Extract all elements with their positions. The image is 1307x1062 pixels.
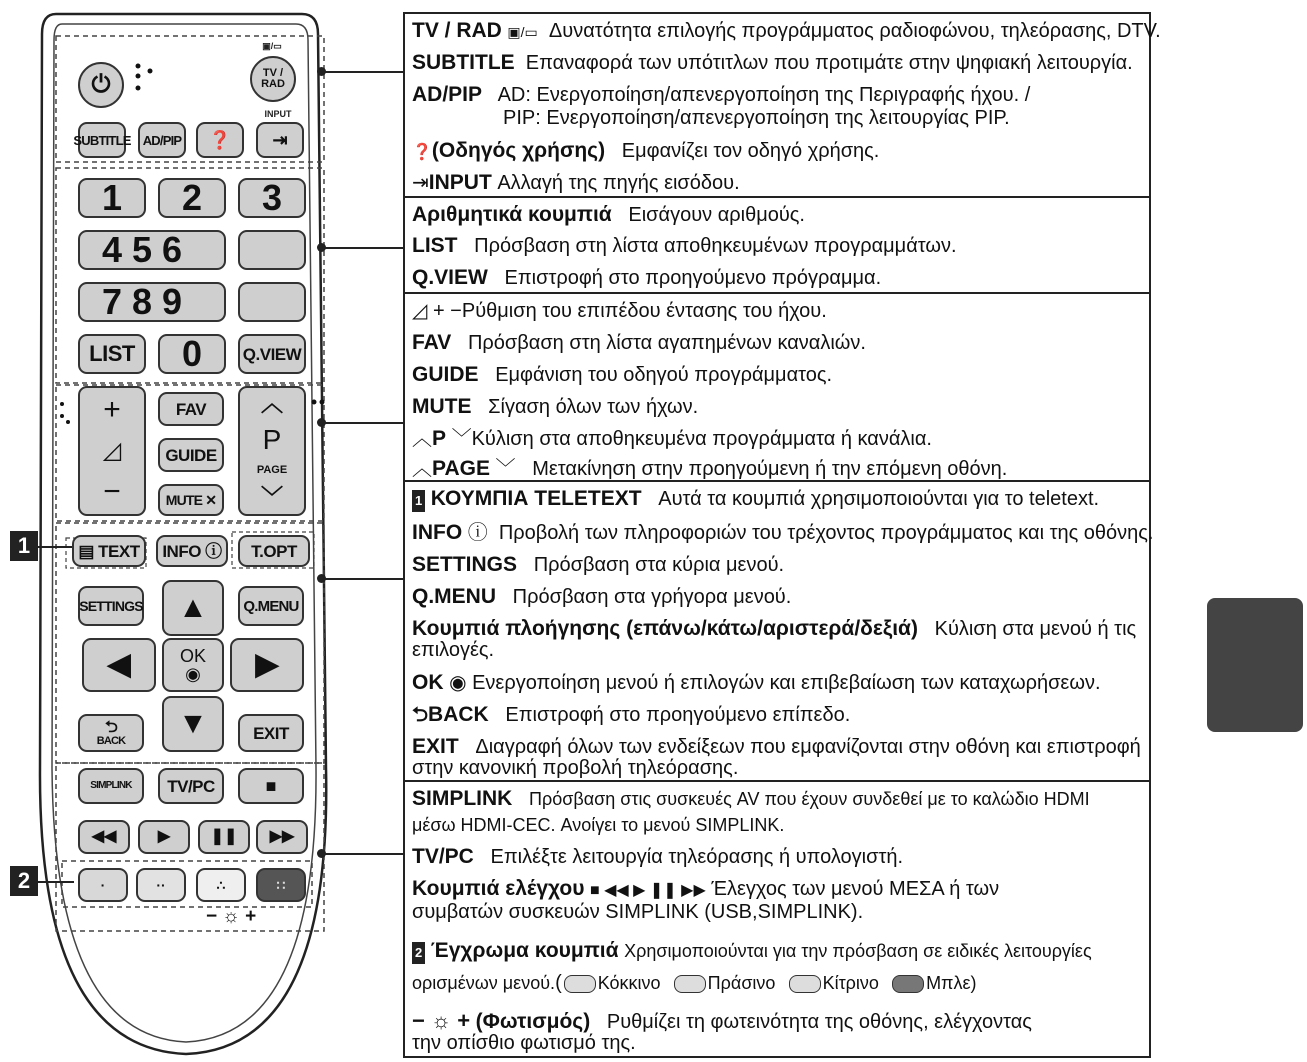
yellow-button[interactable]: ∴ xyxy=(196,868,246,902)
desc-color-buttons-cont: ορισμένων μενού. xyxy=(412,973,556,993)
num-3-button[interactable]: 3 xyxy=(238,178,306,218)
desc-tvpc: Επιλέξτε λειτουργία τηλεόρασης ή υπολογιστή. xyxy=(490,846,904,868)
arrow-down-icon: ▼ xyxy=(178,707,208,740)
pause-icon: ❚❚ xyxy=(210,828,238,845)
language-tab xyxy=(1182,598,1303,752)
key-page: PAGE xyxy=(432,457,490,480)
chevron-up-icon: ︿ xyxy=(412,428,432,450)
input-icon: ⇥ xyxy=(412,172,429,194)
key-simplink: SIMPLINK xyxy=(412,787,513,810)
desc-p: Κύλιση στα αποθηκευμένα προγράμματα ή κανάλια. xyxy=(471,428,932,450)
topt-button[interactable]: T.OPT xyxy=(238,535,310,567)
chevron-down-icon: ﹀ xyxy=(451,428,472,450)
nav-down-button[interactable] xyxy=(162,696,224,752)
key-ok: OK xyxy=(412,671,444,694)
num-0-button[interactable]: 0 xyxy=(158,334,226,374)
desc-subtitle: Επαναφορά των υπότιτλων που προτιμάτε στην ψηφιακή λειτουργία. xyxy=(525,52,1133,74)
key-mute: MUTE xyxy=(412,395,472,418)
key-control-buttons: Κουμπιά ελέγχου xyxy=(412,877,585,900)
info-icon: ⓘ xyxy=(462,522,488,544)
marker-2-icon: 2 xyxy=(412,942,425,964)
key-navigation: Κουμπιά πλοήγησης (επάνω/κάτω/αριστερά/δεξιά) xyxy=(412,617,918,640)
green-button[interactable]: ·· xyxy=(136,868,186,902)
info-label: INFO xyxy=(162,541,201,561)
tv-rad-button[interactable]: TV / RAD xyxy=(250,56,296,102)
ok-button[interactable] xyxy=(162,638,224,692)
page-label: PAGE xyxy=(256,463,288,476)
stop-button[interactable] xyxy=(238,768,304,804)
num-2-button[interactable]: 2 xyxy=(158,178,226,218)
callout-line-4 xyxy=(322,578,404,580)
info-icon: ⓘ xyxy=(200,541,222,561)
mute-label: MUTE xyxy=(165,492,203,508)
desc-fav: Πρόσβαση στη λίστα αγαπημένων καναλιών. xyxy=(467,332,866,354)
nav-left-button[interactable] xyxy=(82,638,156,692)
color-red-label: Κόκκινο xyxy=(597,973,661,993)
back-arrow-icon: ⮌ xyxy=(412,704,429,726)
red-button[interactable]: · xyxy=(78,868,128,902)
color-green-label: Πράσινο xyxy=(707,973,776,993)
desc-input: Αλλαγή της πηγής εισόδου. xyxy=(497,172,740,194)
rewind-icon: ◀◀ xyxy=(91,828,117,845)
blue-button[interactable]: ∷ xyxy=(256,868,306,902)
settings-button[interactable]: SETTINGS xyxy=(78,586,144,626)
callout-line-1 xyxy=(322,71,404,73)
panel-volume-buttons xyxy=(403,292,1151,482)
pause-button[interactable] xyxy=(198,820,250,854)
callout-line-5 xyxy=(322,853,404,855)
key-subtitle: SUBTITLE xyxy=(412,51,515,74)
key-tv-rad: TV / RAD xyxy=(412,19,502,42)
key-settings: SETTINGS xyxy=(412,553,518,576)
marker-2: 2 xyxy=(10,866,38,896)
desc-ad: AD: Ενεργοποίηση/απενεργοποίηση της Περιγραφής ήχου. / xyxy=(497,84,1031,106)
desc-navigation: Κύλιση στα μενού ή τις xyxy=(934,618,1137,640)
key-user-guide: (Οδηγός χρήσης) xyxy=(431,139,606,162)
key-ad-pip: AD/PIP xyxy=(412,83,483,106)
desc-back: Επιστροφή στο προηγούμενο επίπεδο. xyxy=(505,704,851,726)
desc-qview: Επιστροφή στο προηγούμενο πρόγραμμα. xyxy=(504,267,882,289)
desc-control-buttons: Έλεγχος των μενού ΜΕΣΑ ή των xyxy=(711,878,1000,900)
desc-brightness: Ρυθμίζει τη φωτεινότητα της οθόνης, ελέγχοντας xyxy=(606,1011,1032,1033)
fast-forward-button[interactable] xyxy=(256,820,308,854)
key-brightness: (Φωτισμός) xyxy=(475,1010,591,1033)
marker-2-leader xyxy=(38,881,74,883)
key-teletext: ΚΟΥΜΠΙΑ TELETEXT xyxy=(430,487,642,510)
tv-rad-icon: ▣/▭ xyxy=(507,24,538,40)
user-guide-button[interactable] xyxy=(196,122,244,158)
tvpc-button[interactable]: TV/PC xyxy=(158,768,224,804)
fast-forward-icon: ▶▶ xyxy=(269,828,295,845)
key-list: LIST xyxy=(412,234,458,257)
arrow-up-icon: ▲ xyxy=(178,591,208,624)
callout-line-2 xyxy=(322,247,404,249)
color-blue-label: Μπλε) xyxy=(926,973,977,993)
num-456-button[interactable]: 4 5 6 xyxy=(78,230,226,270)
nav-up-button[interactable] xyxy=(162,580,224,636)
mute-button[interactable] xyxy=(158,484,224,516)
back-arrow-icon: ⮌ xyxy=(104,718,118,736)
desc-tv-rad: Δυνατότητα επιλογής προγράμματος ραδιοφώνου, τηλεόρασης, DTV. xyxy=(548,20,1161,42)
chevron-down-icon: ﹀ xyxy=(260,484,283,510)
num-789-button[interactable]: 7 8 9 xyxy=(78,282,226,322)
desc-settings: Πρόσβαση στα κύρια μενού. xyxy=(533,554,785,576)
panel-navigation-buttons xyxy=(403,480,1154,782)
text-label: TEXT xyxy=(98,541,140,561)
blue-chip-icon xyxy=(892,975,924,993)
panel-playback-buttons: SIMPLINK Πρόσβαση στις συσκευές AV που έχουν συνδεθεί με το καλώδιο HDMI μέσω HDMI-CEC. Ανοίγει το μενού SIMPLINK. TV/PC Επιλέξτε λειτουργία τηλεόρασης ή υπολογιστή. Κουμπιά ελέγχου ■ ◀◀ ▶ ❚❚ ▶▶ Έλεγχος των μενού ΜΕΣΑ ή των συμβατών συσκευών SIMPLINK (USB,SIMPLINK). 2 Έγχρωμα κουμπιά Χρησιμοποιούνται για την πρόσβαση σε ειδικές λειτουργίες ορισμένων μενού.( Κόκκινο Πράσινο Κίτρινο Μπλε) − ☼ + (Φωτισμός) Ρυθμίζει τη φωτεινότητα της οθόνης, ελέγχοντας την οπίσθιο φωτισμό της. xyxy=(403,780,1151,1058)
desc-simplink-cont: μέσω HDMI-CEC. Ανοίγει το μενού SIMPLINK. xyxy=(412,815,785,835)
teletext-icon: ▤ xyxy=(78,541,99,561)
panel-number-buttons xyxy=(403,196,1151,294)
arrow-right-icon: ▶ xyxy=(255,648,279,681)
mute-icon: ✕ xyxy=(202,492,217,508)
ok-icon: ◉ xyxy=(449,672,467,694)
desc-ok: Ενεργοποίηση μενού ή επιλογών και επιβεβαίωση των καταχωρήσεων. xyxy=(472,672,1101,694)
user-guide-icon: ❓ xyxy=(412,144,432,161)
input-button[interactable] xyxy=(256,122,304,158)
volume-down-label: − xyxy=(103,475,121,508)
volume-icon: ◿ xyxy=(102,437,122,464)
text-button[interactable] xyxy=(72,535,146,567)
chevron-up-icon: ︿ xyxy=(412,458,432,480)
key-info: INFO xyxy=(412,521,463,544)
desc-mute: Σίγαση όλων των ήχων. xyxy=(488,396,699,418)
volume-rocker[interactable] xyxy=(78,386,146,516)
input-icon: ⇥ xyxy=(272,130,288,150)
key-input: INPUT xyxy=(428,171,492,194)
qview-button[interactable]: Q.VIEW xyxy=(238,334,306,374)
ok-label: OK xyxy=(179,646,206,666)
desc-qmenu: Πρόσβαση στα γρήγορα μενού. xyxy=(512,586,792,608)
key-qview: Q.VIEW xyxy=(412,266,488,289)
stop-icon: ■ xyxy=(265,776,277,796)
p-label: P xyxy=(262,424,282,456)
desc-exit-cont: στην κανονική προβολή τηλεόρασης. xyxy=(412,757,739,779)
key-fav: FAV xyxy=(412,331,452,354)
brightness-icon: − ☼ + xyxy=(412,1008,471,1033)
key-exit: EXIT xyxy=(412,735,459,758)
simplink-button[interactable]: SIMPLINK xyxy=(78,768,144,804)
color-yellow-label: Κίτρινο xyxy=(822,973,879,993)
input-top-label: INPUT xyxy=(264,109,292,119)
desc-info: Προβολή των πληροφοριών του τρέχοντος προγράμματος και της οθόνης. xyxy=(498,522,1154,544)
guide-button[interactable]: GUIDE xyxy=(158,438,224,472)
user-guide-icon: ❓ xyxy=(208,130,232,150)
tv-rad-icon-label: ▣/▭ xyxy=(262,41,282,51)
callout-line-3 xyxy=(322,422,404,424)
chevron-down-icon: ﹀ xyxy=(495,458,516,480)
blank-button-1[interactable] xyxy=(238,230,306,270)
ok-icon: ◉ xyxy=(185,664,201,684)
list-button[interactable]: LIST xyxy=(78,334,146,374)
desc-page: Μετακίνηση στην προηγούμενη ή την επόμενη οθόνη. xyxy=(532,458,1008,480)
desc-navigation-cont: επιλογές. xyxy=(412,639,495,661)
yellow-chip-icon xyxy=(789,975,821,993)
play-button[interactable] xyxy=(138,820,190,854)
red-chip-icon xyxy=(564,975,596,993)
chevron-up-icon: ︿ xyxy=(260,391,283,417)
back-label: BACK xyxy=(96,734,126,747)
volume-up-label: + xyxy=(103,393,121,426)
num-1-button[interactable]: 1 xyxy=(78,178,146,218)
language-tab-label: ΕΛΛ xyxy=(1182,703,1209,752)
key-color-buttons: Έγχρωμα κουμπιά xyxy=(430,939,619,962)
key-tvpc: TV/PC xyxy=(412,845,474,868)
green-chip-icon xyxy=(674,975,706,993)
program-page-rocker[interactable] xyxy=(238,386,306,516)
qmenu-button[interactable]: Q.MENU xyxy=(238,586,304,626)
key-guide: GUIDE xyxy=(412,363,479,386)
desc-volume: Ρύθμιση του επιπέδου έντασης του ήχου. xyxy=(461,300,827,322)
desc-guide: Εμφάνιση του οδηγού προγράμματος. xyxy=(495,364,833,386)
key-back: BACK xyxy=(428,703,489,726)
desc-pip: PIP: Ενεργοποίηση/απενεργοποίηση της λειτουργίας PIP. xyxy=(503,107,1010,129)
rewind-button[interactable] xyxy=(78,820,130,854)
back-button[interactable] xyxy=(78,714,144,752)
desc-exit: Διαγραφή όλων των ενδείξεων που εμφανίζονται στην οθόνη και επιστροφή xyxy=(475,736,1141,758)
fav-button[interactable]: FAV xyxy=(158,392,224,426)
marker-1-leader xyxy=(38,546,72,548)
brightness-label: − ☼ + xyxy=(206,906,257,927)
blank-button-2[interactable] xyxy=(238,282,306,322)
key-p: P xyxy=(432,427,447,450)
desc-numeric: Εισάγουν αριθμούς. xyxy=(628,204,805,226)
desc-list: Πρόσβαση στη λίστα αποθηκευμένων προγραμμάτων. xyxy=(474,235,957,257)
desc-color-buttons: Χρησιμοποιούνται για την πρόσβαση σε ειδικές λειτουργίες xyxy=(624,941,1092,961)
remote-control xyxy=(26,8,338,1058)
power-button[interactable]: ⏻ xyxy=(78,62,124,108)
desc-simplink: Πρόσβαση στις συσκευές AV που έχουν συνδεθεί με το καλώδιο HDMI xyxy=(529,789,1090,809)
desc-user-guide: Εμφανίζει τον οδηγό χρήσης. xyxy=(621,140,880,162)
exit-button[interactable]: EXIT xyxy=(238,714,304,752)
ad-pip-button[interactable]: AD/PIP xyxy=(138,122,186,158)
subtitle-button[interactable]: SUBTITLE xyxy=(78,122,126,158)
panel-top-buttons xyxy=(403,12,1161,198)
desc-teletext: Αυτά τα κουμπιά χρησιμοποιούνται για το teletext. xyxy=(658,488,1100,510)
info-button[interactable] xyxy=(156,535,228,567)
marker-1: 1 xyxy=(10,531,38,561)
volume-plus-minus-icon: ◿ + − xyxy=(412,300,462,322)
marker-1-icon: 1 xyxy=(412,490,425,512)
desc-brightness-cont: την οπίσθιο φωτισμό της. xyxy=(412,1032,636,1054)
media-controls-icon: ■ ◀◀ ▶ ❚❚ ▶▶ xyxy=(589,882,706,899)
arrow-left-icon: ◀ xyxy=(107,648,131,681)
play-icon: ▶ xyxy=(157,828,171,845)
desc-control-buttons-cont: συμβατών συσκευών SIMPLINK (USB,SIMPLINK). xyxy=(412,901,864,923)
key-numeric: Αριθμητικά κουμπιά xyxy=(412,203,612,226)
nav-right-button[interactable] xyxy=(230,638,304,692)
key-qmenu: Q.MENU xyxy=(412,585,496,608)
